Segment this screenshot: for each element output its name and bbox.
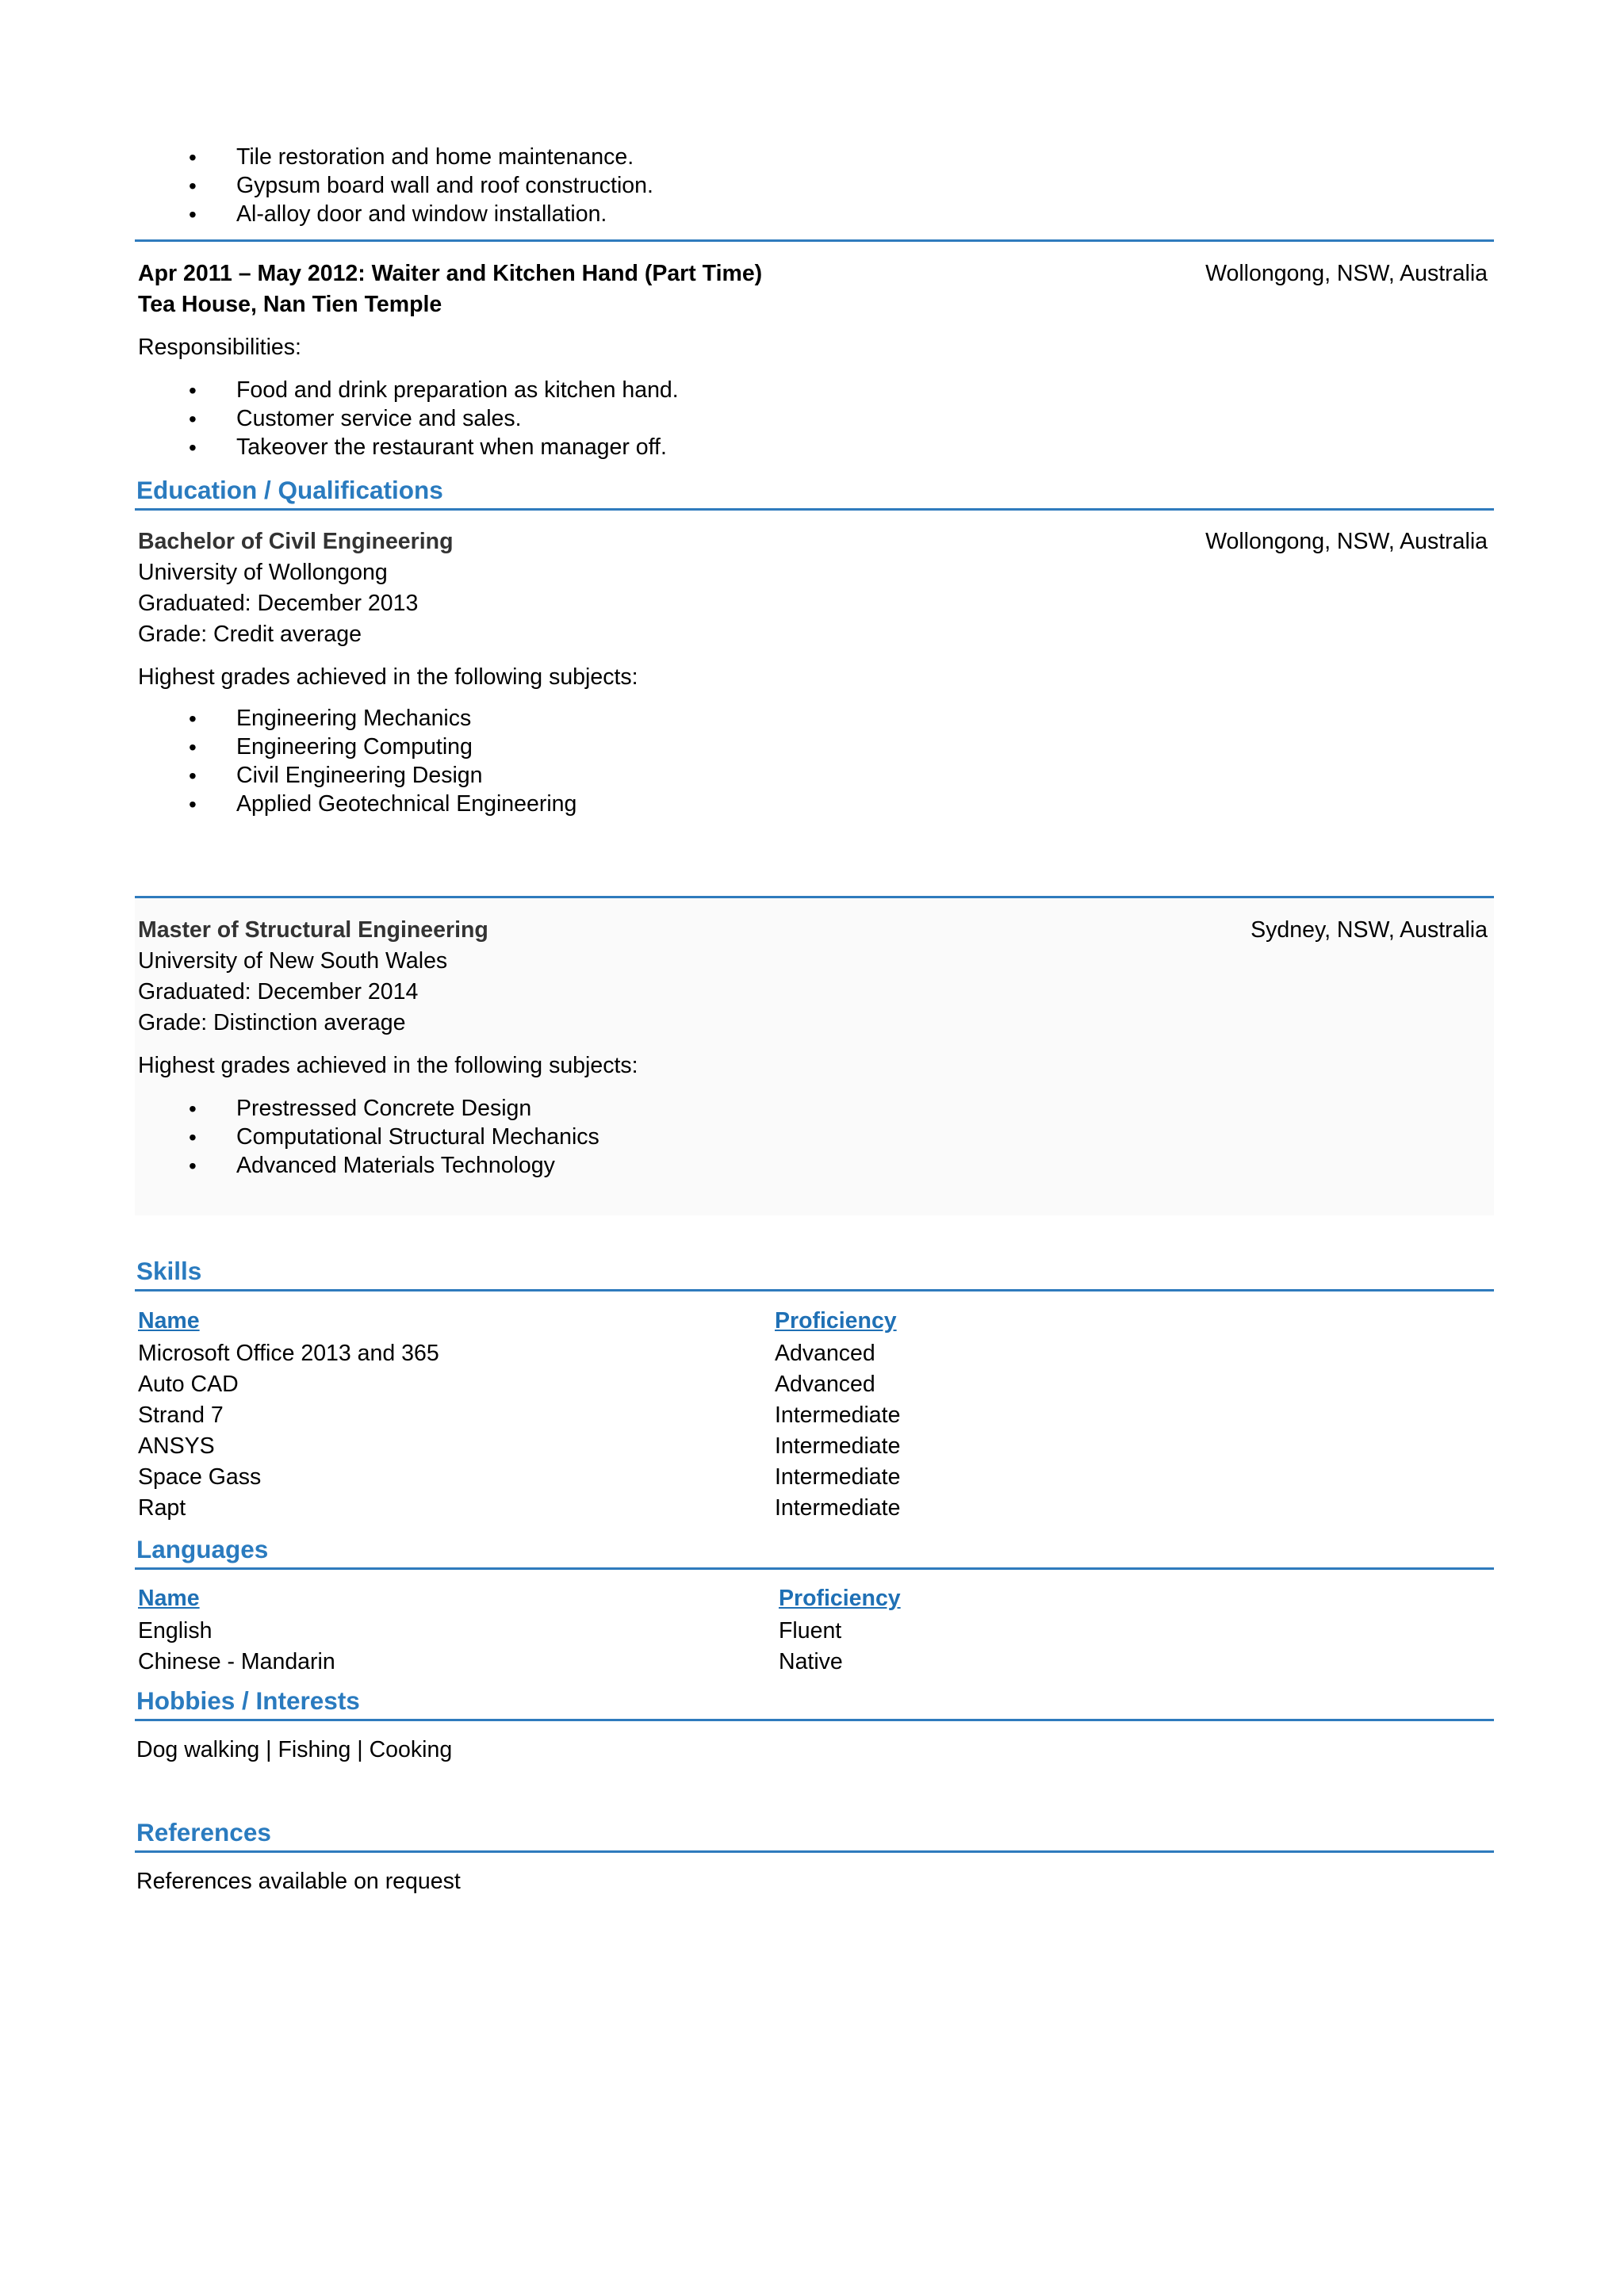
skill-level: Intermediate <box>775 1464 901 1490</box>
graduation-date: Graduated: December 2014 <box>138 979 419 1004</box>
skill-level: Intermediate <box>775 1402 901 1428</box>
section-divider <box>135 1850 1494 1853</box>
bullet-dot: • <box>189 407 197 431</box>
job-employer: Tea House, Nan Tien Temple <box>138 292 442 317</box>
list-item: Engineering Computing <box>236 734 473 760</box>
list-item: Computational Structural Mechanics <box>236 1124 599 1150</box>
list-item: Tile restoration and home maintenance. <box>236 144 634 170</box>
bullet-dot: • <box>189 735 197 760</box>
responsibilities-label: Responsibilities: <box>138 335 301 360</box>
grade: Grade: Credit average <box>138 622 362 647</box>
list-item: Gypsum board wall and roof construction. <box>236 173 653 198</box>
references-text: References available on request <box>136 1869 461 1894</box>
section-divider <box>135 239 1494 242</box>
section-divider <box>135 1289 1494 1292</box>
bullet-dot: • <box>189 1154 197 1178</box>
list-item: Customer service and sales. <box>236 406 522 431</box>
skill-level: Intermediate <box>775 1495 901 1521</box>
bullet-dot: • <box>189 763 197 788</box>
languages-col-proficiency: Proficiency <box>779 1586 901 1611</box>
bullet-dot: • <box>189 202 197 227</box>
degree-title: Bachelor of Civil Engineering <box>138 529 454 554</box>
bullet-dot: • <box>189 174 197 198</box>
skill-level: Advanced <box>775 1372 875 1397</box>
bullet-dot: • <box>189 706 197 731</box>
skill-name: ANSYS <box>138 1433 215 1459</box>
language-level: Fluent <box>779 1618 842 1644</box>
bullet-dot: • <box>189 378 197 403</box>
bullet-dot: • <box>189 792 197 817</box>
section-divider <box>135 1719 1494 1721</box>
hobbies-text: Dog walking | Fishing | Cooking <box>136 1737 453 1762</box>
graduation-date: Graduated: December 2013 <box>138 591 419 616</box>
grade: Grade: Distinction average <box>138 1010 406 1035</box>
hobbies-heading: Hobbies / Interests <box>136 1686 360 1715</box>
section-divider <box>135 1567 1494 1570</box>
education-heading: Education / Qualifications <box>136 476 443 504</box>
skill-name: Strand 7 <box>138 1402 224 1428</box>
language-name: English <box>138 1618 213 1644</box>
bullet-dot: • <box>189 435 197 460</box>
subjects-label: Highest grades achieved in the following subjects: <box>138 1053 638 1078</box>
bullet-dot: • <box>189 1096 197 1121</box>
job-title: Apr 2011 – May 2012: Waiter and Kitchen Hand (Part Time) <box>138 261 763 286</box>
skills-col-name: Name <box>138 1308 200 1334</box>
list-item: Applied Geotechnical Engineering <box>236 791 577 817</box>
section-divider <box>135 508 1494 511</box>
languages-heading: Languages <box>136 1535 269 1563</box>
skills-heading: Skills <box>136 1257 202 1285</box>
list-item: Food and drink preparation as kitchen hand. <box>236 377 679 403</box>
skill-level: Advanced <box>775 1341 875 1366</box>
institution: University of Wollongong <box>138 560 388 585</box>
list-item: Civil Engineering Design <box>236 763 483 788</box>
list-item: Advanced Materials Technology <box>236 1153 555 1178</box>
skills-col-proficiency: Proficiency <box>775 1308 897 1334</box>
language-name: Chinese - Mandarin <box>138 1649 335 1674</box>
degree-location: Wollongong, NSW, Australia <box>1205 529 1488 554</box>
skill-name: Space Gass <box>138 1464 262 1490</box>
references-heading: References <box>136 1818 271 1846</box>
bullet-dot: • <box>189 145 197 170</box>
languages-col-name: Name <box>138 1586 200 1611</box>
list-item: Engineering Mechanics <box>236 706 472 731</box>
skill-name: Rapt <box>138 1495 186 1521</box>
job-location: Wollongong, NSW, Australia <box>1205 261 1488 286</box>
skill-level: Intermediate <box>775 1433 901 1459</box>
degree-title: Master of Structural Engineering <box>138 917 488 943</box>
subjects-label: Highest grades achieved in the following subjects: <box>138 664 638 690</box>
bullet-dot: • <box>189 1125 197 1150</box>
list-item: Takeover the restaurant when manager off. <box>236 434 667 460</box>
institution: University of New South Wales <box>138 948 448 974</box>
list-item: Al-alloy door and window installation. <box>236 201 607 227</box>
language-level: Native <box>779 1649 843 1674</box>
degree-location: Sydney, NSW, Australia <box>1251 917 1488 943</box>
list-item: Prestressed Concrete Design <box>236 1096 532 1121</box>
skill-name: Microsoft Office 2013 and 365 <box>138 1341 439 1366</box>
skill-name: Auto CAD <box>138 1372 239 1397</box>
